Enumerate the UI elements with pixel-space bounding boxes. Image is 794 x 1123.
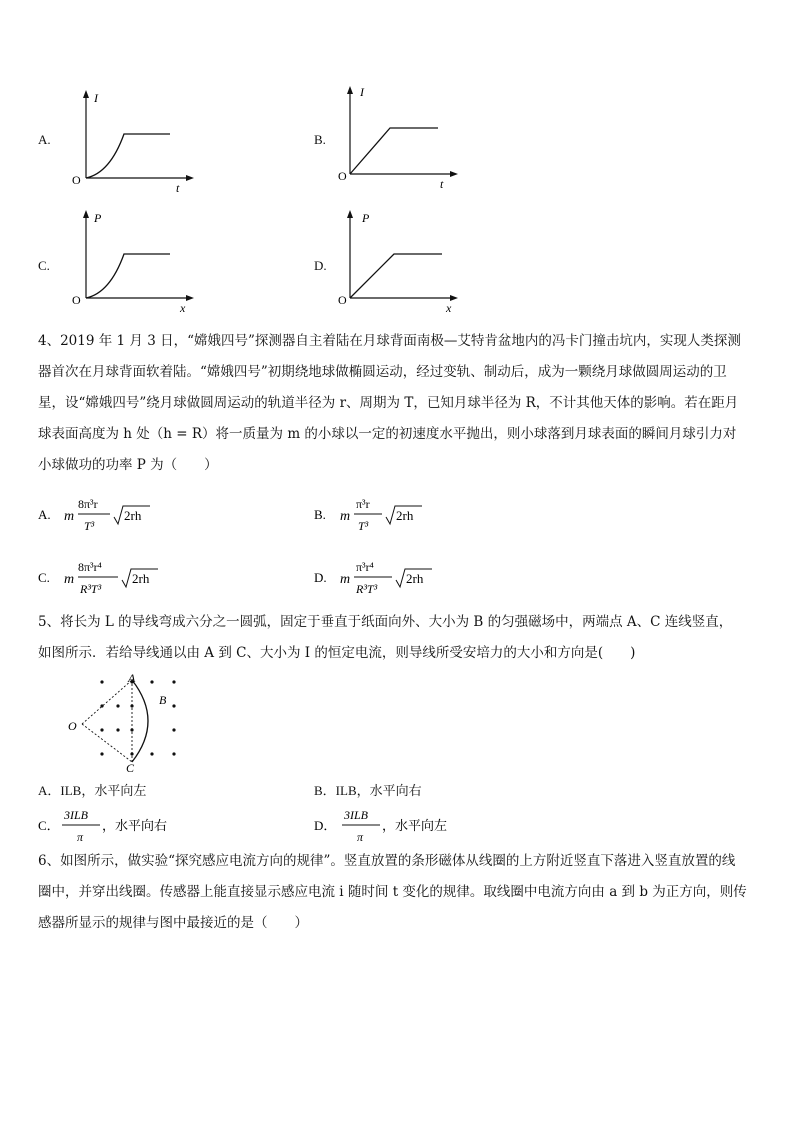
q5-option-a: A．ILB，水平向左 [38,783,147,798]
graph-b-origin: O [338,169,347,183]
q5-line2: 如图所示．若给导线通以由 A 到 C、大小为 I 的恒定电流，则导线所受安培力的大小和方向是( ) [38,645,636,661]
q6-line3: 感器所显示的规律与图中最接近的是（ ） [38,915,308,931]
svg-text:T³: T³ [358,519,369,533]
q5-point-a: A [128,672,136,685]
svg-text:π³r: π³r [356,497,370,511]
svg-text:m: m [64,509,75,524]
graph-c-xlabel: x [180,301,186,315]
graph-d [338,208,468,318]
svg-text:，水平向左: ，水平向左 [382,818,448,833]
question-4 [38,326,760,481]
q5-option-b: B．ILB，水平向右 [314,783,422,798]
graph-a-xlabel: t [176,181,180,195]
graph-c-ylabel: P [94,211,102,225]
q4-option-b [314,492,514,536]
q4-line4: 球表面高度为 h 处（h = R）将一质量为 m 的小球以一定的初速度水平抛出，则小球落到月球表面的瞬间月球引力对 [38,426,737,442]
q4-line2: 器首次在月球背面软着陆。“嫦娥四号”初期绕地球做椭圆运动，经过变轨、制动后，成为一颗绕月球做圆周运动的卫 [38,364,727,380]
graph-b-xlabel: t [440,177,444,191]
q6-line1: 6、如图所示，做实验“探究感应电流方向的规律”。竖直放置的条形磁体从线圈的上方附近竖直下落进入竖直放置的线 [38,853,736,869]
question-6 [38,846,760,939]
svg-text:C.: C. [38,570,50,585]
svg-text:m: m [64,572,75,587]
graph-d-label: D. [314,258,327,273]
svg-text:A.: A. [38,507,51,522]
svg-text:π: π [77,830,84,844]
graph-a-origin: O [72,173,81,187]
q4-line1: 4、2019 年 1 月 3 日，“嫦娥四号”探测器自主着陆在月球背面南极—艾特肯盆地内的冯卡门撞击坑内，实现人类探测 [38,333,741,349]
svg-text:3ILB: 3ILB [344,808,368,822]
q4-option-a [38,492,238,536]
graph-d-xlabel: x [446,301,452,315]
svg-text:2rh: 2rh [396,508,414,523]
question-5 [38,607,760,669]
graph-d-origin: O [338,293,347,307]
graph-c [70,208,200,318]
svg-text:B.: B. [314,507,326,522]
svg-text:R³T³: R³T³ [356,582,378,596]
svg-text:2rh: 2rh [132,571,150,586]
graph-a-ylabel: I [94,91,98,105]
svg-text:8π³r: 8π³r [78,497,98,511]
q5-option-d [314,805,514,849]
graph-b-ylabel: I [360,85,364,99]
svg-text:，水平向右: ，水平向右 [102,818,168,833]
svg-text:π³r⁴: π³r⁴ [356,560,374,574]
svg-text:m: m [340,509,351,524]
graph-c-label: C. [38,258,50,273]
graph-c-origin: O [72,293,81,307]
q5-line1: 5、将长为 L 的导线弯成六分之一圆弧，固定于垂直于纸面向外、大小为 B 的匀强磁场中，两端点 A、C 连线竖直， [38,614,733,630]
svg-text:8π³r⁴: 8π³r⁴ [78,560,102,574]
svg-text:D.: D. [314,570,327,585]
q5-magnetic-field-figure [62,672,202,774]
svg-text:3ILB: 3ILB [64,808,88,822]
q4-line3: 星，设“嫦娥四号”绕月球做圆周运动的轨道半径为 r、周期为 T，已知月球半径为 R，不计其他天体的影响。若在距月 [38,395,739,411]
svg-text:2rh: 2rh [124,508,142,523]
svg-text:π: π [357,830,364,844]
svg-text:C．: C． [38,818,60,833]
svg-text:2rh: 2rh [406,571,424,586]
q5-point-c: C [126,761,135,774]
q4-option-d [314,555,514,599]
graph-d-ylabel: P [362,211,370,225]
graph-b [338,84,468,194]
q6-line2: 圈中，并穿出线圈。传感器上能直接显示感应电流 i 随时间 t 变化的规律。取线圈中电流方向由 a 到 b 为正方向，则传 [38,884,747,900]
svg-text:T³: T³ [84,519,95,533]
q4-option-c [38,555,238,599]
q5-option-c [38,805,238,849]
q4-line5: 小球做功的功率 P 为（ ） [38,457,218,473]
graph-a [70,88,200,198]
q5-point-o: O [68,719,77,733]
svg-text:D．: D． [314,818,337,833]
svg-text:m: m [340,572,351,587]
graph-b-label: B. [314,132,326,147]
graph-a-label: A. [38,132,51,147]
svg-text:R³T³: R³T³ [80,582,102,596]
q5-point-b: B [159,693,167,707]
